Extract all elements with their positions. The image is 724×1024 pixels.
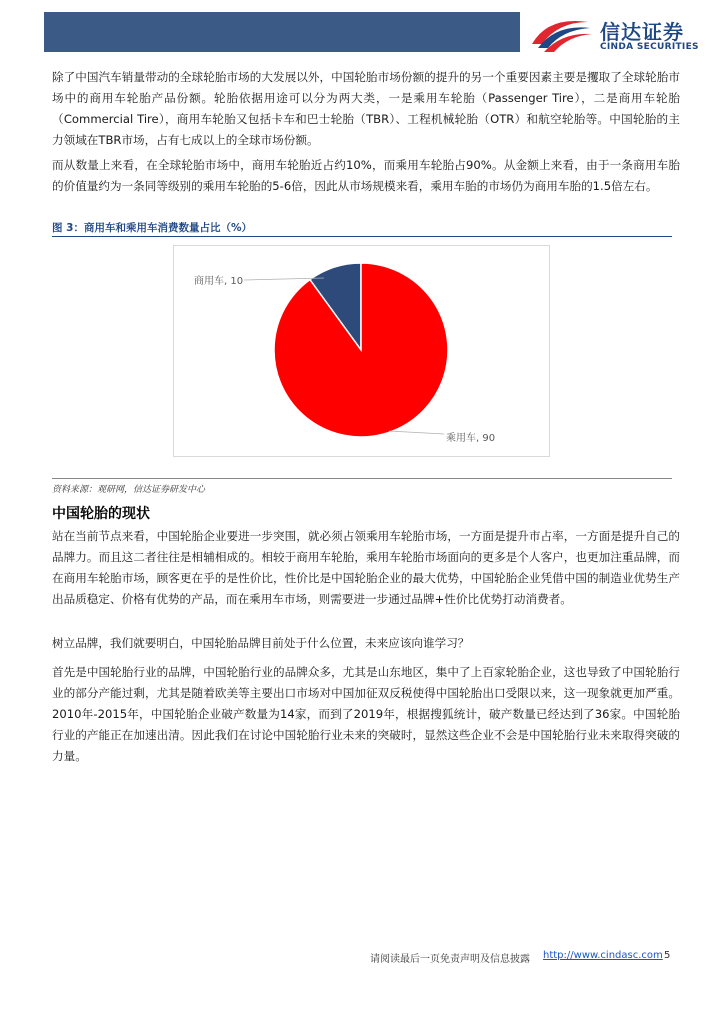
figure-bottom-rule: [52, 478, 672, 479]
logo-text-cn: 信达证券: [600, 20, 684, 44]
pie-data-label: 商用车, 10: [194, 276, 244, 287]
brand-logo: [528, 12, 708, 56]
paragraph-quantity: 而从数量上来看，在全球轮胎市场中，商用车轮胎近占约10%，而乘用车轮胎占90%。从金额上来看，由于一条商用车胎的价值量约为一条同等级别的乘用车轮胎的5-6倍，因此从市场规模来看，乘用车胎的市场仍为商用车胎的1.5倍左右。: [52, 158, 680, 193]
footer-disclaimer: 请阅读最后一页免责声明及信息披露: [370, 954, 530, 965]
logo-text-en: CINDA SECURITIES: [600, 42, 699, 52]
pie-data-label: 乘用车, 90: [446, 433, 496, 444]
figure-source: 资料来源：观研网，信达证券研发中心: [52, 485, 206, 495]
paragraph-status: 站在当前节点来看，中国轮胎企业要进一步突围，就必须占领乘用车轮胎市场，一方面是提升市占率，一方面是提升自己的品牌力。而且这二者往往是相辅相成的。相较于商用车轮胎，乘用车轮胎市场面向的更多是个人客户，也更加注重品牌，而在商用车轮胎市场，顾客更在乎的是性价比，性价比是中国轮胎企业的最大优势，中国轮胎企业凭借中国的制造业优势生产出品质稳定、价格有优势的产品，而在乘用车市场，则需要进一步通过品牌+性价比优势打动消费者。: [52, 529, 680, 606]
figure-title: 图 3：商用车和乘用车消费数量占比（%）: [52, 222, 252, 234]
footer-website-link[interactable]: http://www.cindasc.com: [543, 950, 663, 961]
logo-icon: [528, 14, 594, 54]
paragraph-brands: 首先是中国轮胎行业的品牌，中国轮胎行业的品牌众多，尤其是山东地区，集中了上百家轮胎企业，这也导致了中国轮胎行业的部分产能过剩，尤其是随着欧美等主要出口市场对中国加征双反税使得中国轮胎出口受限以来，这一现象就更加严重。2010年-2015年，中国轮胎企业破产数量为14家，而到了2019年，根据搜狐统计，破产数量已经达到了36家。中国轮胎行业的产能正在加速出清。因此我们在讨论中国轮胎行业未来的突破时，显然这些企业不会是中国轮胎行业未来取得突破的力量。: [52, 665, 680, 763]
paragraph-question: 树立品牌，我们就要明白，中国轮胎品牌目前处于什么位置，未来应该向谁学习？: [52, 636, 470, 650]
paragraph-intro: 除了中国汽车销量带动的全球轮胎市场的大发展以外，中国轮胎市场份额的提升的另一个重要因素主要是攫取了全球轮胎市场中的商用车轮胎产品份额。轮胎依据用途可以分为两大类，一是乘用车轮胎（Passenger Tire），二是商用车轮胎（Commercial Tire），商用车轮胎又包括卡车和巴士轮胎（TBR）、工程机械轮胎（OTR）和航空轮胎等。中国轮胎的主力领域在TBR市场，占有七成以上的全球市场份额。: [52, 70, 680, 147]
section-title: 中国轮胎的现状: [52, 506, 150, 522]
pie-leader-line: [389, 431, 444, 434]
page-number: 5: [664, 950, 671, 961]
header-bar: [44, 12, 520, 52]
pie-chart: [174, 246, 549, 456]
pie-slice-passenger: [274, 263, 448, 437]
pie-chart-frame: [173, 245, 550, 457]
figure-top-rule: [52, 236, 672, 237]
